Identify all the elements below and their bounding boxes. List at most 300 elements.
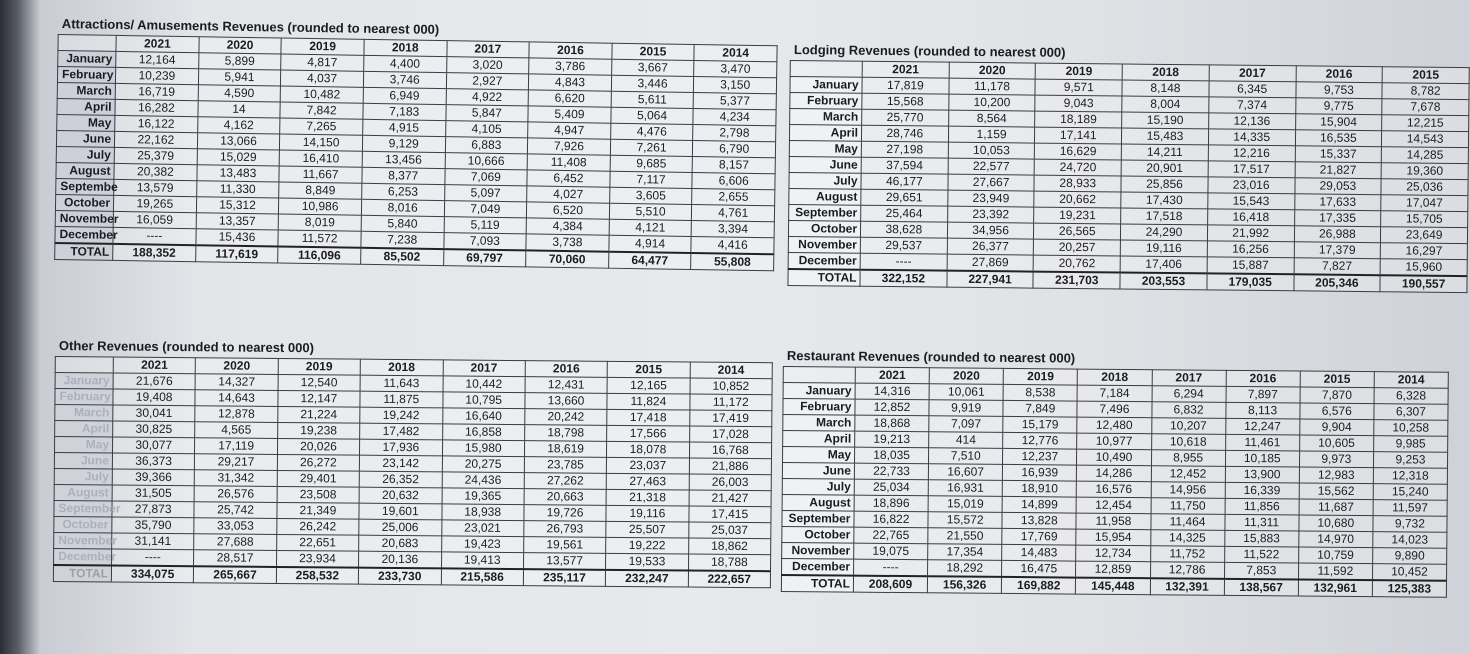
revenue-cell: 4,416	[691, 236, 774, 254]
revenue-cell: 26,565	[1034, 223, 1121, 240]
revenue-cell: 12,237	[1003, 448, 1077, 465]
revenue-cell: 16,939	[1003, 464, 1077, 481]
revenue-cell: 29,217	[195, 454, 278, 471]
revenue-cell: 8,157	[692, 156, 775, 173]
total-cell: 169,882	[1002, 577, 1076, 594]
year-header: 2019	[1003, 368, 1077, 385]
revenue-cell: 14,956	[1151, 482, 1225, 499]
revenue-cell: 15,980	[442, 440, 525, 457]
revenue-cell: 18,619	[524, 441, 607, 458]
year-header: 2020	[199, 37, 282, 54]
revenue-cell: 5,377	[694, 92, 777, 109]
revenue-cell: 19,238	[277, 422, 360, 439]
revenue-cell: 23,949	[947, 190, 1034, 207]
revenue-cell: 10,986	[279, 198, 362, 215]
revenue-cell: 8,782	[1382, 83, 1469, 100]
total-cell: 222,657	[688, 571, 771, 588]
revenue-cell: 13,066	[197, 133, 280, 150]
revenue-cell: 23,142	[359, 455, 442, 472]
month-label: May	[783, 447, 855, 464]
month-label: October	[55, 194, 113, 211]
revenue-cell: 27,262	[524, 473, 607, 490]
revenue-cell: 8,377	[362, 167, 445, 184]
month-label: December	[54, 548, 112, 565]
revenue-cell: 14,325	[1150, 530, 1224, 547]
revenue-cell: 3,605	[609, 187, 692, 204]
revenue-cell: 11,643	[360, 375, 443, 392]
revenue-cell: 14,316	[855, 383, 929, 400]
year-header: 2020	[196, 358, 279, 375]
total-cell: 232,247	[606, 570, 689, 587]
revenue-cell: 31,342	[195, 470, 278, 487]
revenue-cell: 15,960	[1380, 259, 1467, 276]
revenue-cell: 15,543	[1208, 193, 1295, 210]
revenue-cell: 17,517	[1208, 161, 1295, 178]
revenue-cell: 4,384	[526, 218, 609, 235]
month-label: March	[55, 405, 113, 422]
revenue-cell: 4,105	[445, 121, 528, 138]
revenue-cell: 23,649	[1381, 227, 1468, 244]
revenue-cell: 7,496	[1077, 401, 1151, 418]
revenue-cell: 10,795	[442, 392, 525, 409]
revenue-cell: 21,886	[689, 458, 772, 475]
revenue-cell: 36,373	[112, 453, 195, 470]
revenue-cell: 20,901	[1121, 160, 1208, 177]
revenue-cell: 10,618	[1151, 434, 1225, 451]
month-label: December	[55, 226, 113, 243]
revenue-cell: 15,568	[862, 93, 949, 110]
revenue-cell: 4,037	[281, 70, 364, 87]
revenue-cell: 25,006	[359, 519, 442, 536]
revenue-cell: 12,318	[1373, 468, 1447, 485]
year-header: 2014	[690, 362, 773, 379]
revenue-cell: 26,377	[947, 238, 1034, 255]
revenue-cell: 18,292	[928, 560, 1002, 577]
revenue-cell: 15,562	[1299, 483, 1373, 500]
month-label: March	[57, 82, 115, 99]
revenue-cell: 4,476	[610, 123, 693, 140]
month-label: November	[55, 210, 113, 227]
revenue-cell: 4,590	[198, 85, 281, 102]
revenue-cell: 25,742	[194, 502, 277, 519]
revenue-cell: 9,775	[1295, 98, 1382, 115]
revenue-cell: 3,446	[611, 75, 694, 92]
revenue-cell: 25,036	[1381, 179, 1468, 196]
revenue-cell: 6,345	[1209, 81, 1296, 98]
month-label: October	[54, 516, 112, 533]
total-cell: 138,567	[1224, 579, 1298, 596]
revenue-cell: 12,136	[1208, 113, 1295, 130]
revenue-cell: 15,179	[1003, 416, 1077, 433]
total-cell: 55,808	[691, 253, 774, 271]
revenue-cell: 31,141	[112, 533, 195, 550]
revenue-cell: 19,116	[1120, 240, 1207, 257]
revenue-cell: 17,415	[689, 506, 772, 523]
revenue-cell: 17,379	[1294, 242, 1381, 259]
revenue-cell: 15,436	[196, 229, 279, 247]
revenue-cell: 3,746	[363, 71, 446, 88]
revenue-cell: 25,507	[606, 521, 689, 538]
total-label: TOTAL	[55, 243, 113, 260]
year-header: 2021	[855, 367, 929, 384]
year-header: 2017	[1209, 65, 1296, 82]
revenue-cell: 23,392	[947, 206, 1034, 223]
revenue-cell: 20,275	[442, 456, 525, 473]
revenue-cell: 12,480	[1077, 417, 1151, 434]
revenue-cell: 11,667	[279, 166, 362, 183]
revenue-cell: 27,688	[194, 534, 277, 551]
revenue-cell: 16,822	[854, 511, 928, 528]
revenue-cell: 18,798	[524, 425, 607, 442]
revenue-cell: 5,941	[198, 69, 281, 86]
revenue-cell: 10,490	[1077, 449, 1151, 466]
revenue-cell: 28,746	[861, 125, 948, 142]
revenue-cell: 11,464	[1150, 514, 1224, 531]
revenue-cell: 13,577	[523, 553, 606, 570]
revenue-cell: 14,211	[1121, 144, 1208, 161]
revenue-cell: 12,216	[1208, 145, 1295, 162]
revenue-cell: 11,687	[1299, 499, 1373, 516]
revenue-cell: 6,949	[363, 87, 446, 104]
revenue-cell: 35,790	[112, 517, 195, 534]
restaurant-revenues-panel	[781, 348, 1449, 598]
revenue-cell: 23,016	[1208, 177, 1295, 194]
year-header: 2016	[525, 361, 608, 378]
revenue-cell: 16,629	[1035, 143, 1122, 160]
revenue-cell: 11,572	[278, 230, 361, 248]
year-header: 2017	[446, 41, 529, 58]
revenue-cell: 12,878	[195, 406, 278, 423]
revenue-cell: 19,242	[360, 407, 443, 424]
revenue-cell: 6,294	[1152, 386, 1226, 403]
revenue-cell: 9,685	[610, 155, 693, 172]
revenue-cell: 5,510	[609, 203, 692, 220]
revenue-cell: 16,282	[115, 99, 198, 116]
lodging-title: Lodging Revenues (rounded to nearest 000)	[793, 42, 1066, 60]
month-label: March	[783, 415, 855, 432]
revenue-cell: 20,026	[277, 438, 360, 455]
revenue-cell: 8,113	[1226, 402, 1300, 419]
revenue-cell: 15,904	[1295, 114, 1382, 131]
revenue-cell: 18,035	[854, 447, 928, 464]
total-cell: 188,352	[113, 244, 196, 262]
revenue-cell: 7,926	[528, 138, 611, 155]
revenue-cell: 15,312	[196, 197, 279, 214]
revenue-cell: 2,927	[446, 73, 529, 90]
year-header: 2016	[1226, 370, 1300, 387]
revenue-cell: 17,430	[1121, 192, 1208, 209]
month-label: April	[783, 431, 855, 448]
month-label: May	[57, 114, 115, 131]
lodging-table	[787, 60, 1469, 293]
revenue-cell: 10,605	[1299, 435, 1373, 452]
revenue-cell: 9,253	[1373, 452, 1447, 469]
year-header: 2021	[116, 35, 199, 52]
revenue-cell: 14,335	[1208, 129, 1295, 146]
revenue-cell: 19,601	[359, 503, 442, 520]
other-title: Other Revenues (rounded to nearest 000)	[58, 338, 315, 356]
revenue-cell: 14,327	[195, 374, 278, 391]
revenue-cell: 30,041	[113, 405, 196, 422]
revenue-cell: 16,418	[1207, 209, 1294, 226]
revenue-cell: 10,185	[1225, 450, 1299, 467]
revenue-cell: 10,053	[948, 142, 1035, 159]
revenue-cell: 33,053	[194, 518, 277, 535]
revenue-cell: 3,394	[691, 220, 774, 237]
month-label: June	[782, 463, 854, 480]
revenue-cell: 17,482	[360, 423, 443, 440]
revenue-cell: 19,413	[441, 552, 524, 569]
attractions-title: Attractions/ Amusements Revenues (rounded to nearest 000)	[61, 16, 440, 37]
revenue-cell: 12,786	[1150, 562, 1224, 579]
month-label: November	[54, 532, 112, 549]
total-cell: 116,096	[278, 246, 361, 264]
revenue-cell: 17,354	[928, 544, 1002, 561]
revenue-cell: 2,798	[693, 124, 776, 141]
revenue-cell: 19,075	[854, 543, 928, 560]
month-label: November	[788, 236, 860, 253]
revenue-cell: 12,983	[1299, 467, 1373, 484]
revenue-cell: 26,272	[277, 454, 360, 471]
revenue-cell: 2,655	[692, 188, 775, 205]
revenue-cell: 10,452	[1372, 564, 1446, 581]
revenue-cell: 3,150	[694, 76, 777, 93]
total-cell: 145,448	[1076, 578, 1150, 595]
revenue-cell: 13,483	[197, 165, 280, 182]
revenue-cell: 9,732	[1373, 516, 1447, 533]
revenue-cell: 23,037	[607, 457, 690, 474]
revenue-cell: 19,408	[113, 389, 196, 406]
revenue-cell: 15,483	[1122, 128, 1209, 145]
revenue-cell: 16,410	[279, 150, 362, 167]
revenue-cell: 4,121	[609, 219, 692, 236]
revenue-cell: 14,285	[1381, 147, 1468, 164]
month-label: January	[790, 77, 862, 94]
revenue-cell: 30,825	[113, 421, 196, 438]
month-label: December	[788, 252, 860, 269]
revenue-cell: 30,077	[112, 437, 195, 454]
revenue-cell: 24,720	[1035, 159, 1122, 176]
year-header: 2019	[278, 358, 361, 375]
revenue-cell: 7,093	[443, 233, 526, 251]
revenue-cell: 10,061	[929, 384, 1003, 401]
revenue-cell: 414	[929, 432, 1003, 449]
revenue-cell: 12,164	[116, 51, 199, 68]
revenue-cell: 4,914	[609, 235, 692, 253]
year-header: 2016	[1296, 66, 1383, 83]
revenue-cell: 29,651	[861, 189, 948, 206]
revenue-cell: 12,454	[1076, 497, 1150, 514]
revenue-cell: 6,832	[1151, 402, 1225, 419]
revenue-cell: 7,849	[1003, 400, 1077, 417]
restaurant-table	[781, 366, 1449, 598]
revenue-cell: 4,843	[529, 74, 612, 91]
revenue-cell: 14,023	[1373, 532, 1447, 549]
revenue-cell: 21,992	[1207, 225, 1294, 242]
revenue-cell: 27,869	[947, 254, 1034, 271]
revenue-cell: 20,242	[525, 409, 608, 426]
year-header: 2018	[1078, 369, 1152, 386]
total-cell: 231,703	[1033, 272, 1120, 289]
revenue-cell: 19,423	[441, 536, 524, 553]
revenue-cell: 24,290	[1121, 224, 1208, 241]
revenue-cell: 20,136	[359, 551, 442, 568]
revenue-cell: 19,222	[606, 537, 689, 554]
revenue-cell: 6,790	[693, 140, 776, 157]
revenue-cell: 21,427	[689, 490, 772, 507]
month-label: December	[782, 558, 854, 575]
revenue-cell: 27,463	[606, 473, 689, 490]
revenue-cell: 27,198	[861, 141, 948, 158]
total-cell: 203,553	[1120, 272, 1207, 289]
revenue-cell: 37,594	[861, 157, 948, 174]
revenue-cell: 27,873	[112, 501, 195, 518]
attractions-revenues-panel	[54, 16, 778, 271]
year-header: 2017	[1152, 370, 1226, 387]
total-cell: 179,035	[1207, 273, 1294, 290]
year-header: 2015	[612, 43, 695, 60]
revenue-cell: 22,651	[276, 534, 359, 551]
revenue-cell: 9,904	[1300, 419, 1374, 436]
revenue-cell: 14,970	[1299, 531, 1373, 548]
revenue-cell: 9,753	[1295, 82, 1382, 99]
month-label: June	[54, 453, 112, 470]
revenue-cell: ----	[860, 253, 947, 270]
revenue-cell: 21,318	[606, 489, 689, 506]
total-cell: 156,326	[927, 576, 1001, 593]
revenue-cell: 8,849	[279, 182, 362, 199]
revenue-cell: 4,915	[363, 119, 446, 136]
revenue-cell: 8,016	[361, 199, 444, 216]
revenue-cell: 19,533	[606, 553, 689, 570]
revenue-cell: 17,518	[1121, 208, 1208, 225]
revenue-cell: 11,597	[1373, 500, 1447, 517]
revenue-cell: 20,683	[359, 535, 442, 552]
month-label: November	[782, 542, 854, 559]
month-label: August	[54, 484, 112, 501]
revenue-cell: 7,510	[929, 448, 1003, 465]
revenue-cell: 26,352	[359, 471, 442, 488]
revenue-cell: 6,307	[1374, 404, 1448, 421]
revenue-cell: 8,148	[1122, 80, 1209, 97]
revenue-cell: 12,247	[1225, 418, 1299, 435]
revenue-cell: 23,021	[441, 520, 524, 537]
revenue-cell: 18,910	[1002, 480, 1076, 497]
revenue-cell: 4,947	[528, 122, 611, 139]
revenue-cell: 8,019	[278, 214, 361, 231]
revenue-cell: 3,786	[529, 58, 612, 75]
revenue-cell: 20,382	[114, 163, 197, 180]
revenue-cell: 16,122	[115, 115, 198, 132]
revenue-cell: 29,537	[860, 237, 947, 254]
revenue-cell: 11,824	[607, 393, 690, 410]
month-label: February	[57, 67, 115, 84]
revenue-cell: 19,726	[524, 505, 607, 522]
revenue-cell: 25,379	[114, 147, 197, 164]
revenue-cell: 16,297	[1380, 243, 1467, 260]
revenue-cell: 9,890	[1373, 548, 1447, 565]
revenue-cell: 19,116	[606, 505, 689, 522]
revenue-cell: 14,643	[195, 390, 278, 407]
revenue-cell: 15,954	[1076, 529, 1150, 546]
revenue-cell: 16,339	[1225, 482, 1299, 499]
revenue-cell: 26,242	[277, 518, 360, 535]
revenue-cell: 14,899	[1002, 496, 1076, 513]
revenue-cell: 26,576	[194, 486, 277, 503]
revenue-cell: 6,253	[362, 183, 445, 200]
revenue-cell: 7,842	[280, 102, 363, 119]
revenue-cell: 15,887	[1207, 257, 1294, 274]
lodging-revenues-panel	[787, 42, 1470, 293]
revenue-cell: 12,859	[1076, 561, 1150, 578]
revenue-cell: 20,662	[1034, 191, 1121, 208]
revenue-cell: 16,576	[1077, 481, 1151, 498]
revenue-cell: 14,286	[1077, 465, 1151, 482]
total-cell: 117,619	[195, 245, 278, 263]
revenue-cell: 19,360	[1381, 163, 1468, 180]
revenue-cell: 6,883	[445, 137, 528, 154]
revenue-cell: 11,875	[360, 391, 443, 408]
revenue-cell: 10,977	[1077, 433, 1151, 450]
revenue-cell: 7,870	[1300, 387, 1374, 404]
year-header: 2018	[364, 39, 447, 56]
other-revenues-panel	[53, 338, 773, 588]
month-label: May	[55, 437, 113, 454]
year-header: 2015	[1300, 371, 1374, 388]
revenue-cell: 11,592	[1298, 563, 1372, 580]
total-label: TOTAL	[781, 575, 853, 592]
total-cell: 132,961	[1298, 580, 1372, 597]
revenue-cell: 13,579	[114, 179, 197, 196]
revenue-cell: 7,853	[1224, 562, 1298, 579]
revenue-cell: 18,862	[688, 538, 771, 555]
revenue-cell: 16,768	[689, 442, 772, 459]
total-cell: 85,502	[361, 248, 444, 266]
revenue-cell: 16,256	[1207, 241, 1294, 258]
revenue-cell: 10,258	[1374, 420, 1448, 437]
revenue-cell: 4,565	[195, 422, 278, 439]
revenue-cell: 4,234	[693, 108, 776, 125]
revenue-cell: 16,931	[928, 480, 1002, 497]
revenue-cell: 12,431	[525, 377, 608, 394]
month-label: September	[54, 500, 112, 517]
month-label: April	[55, 421, 113, 438]
revenue-cell: 8,538	[1003, 384, 1077, 401]
revenue-cell: 25,770	[862, 109, 949, 126]
revenue-cell: 15,190	[1122, 112, 1209, 129]
revenue-cell: 4,761	[692, 204, 775, 221]
month-label: Septembe	[56, 178, 114, 195]
revenue-cell: 25,034	[854, 479, 928, 496]
revenue-cell: 14,483	[1002, 544, 1076, 561]
year-header: 2018	[360, 359, 443, 376]
revenue-cell: 6,328	[1374, 388, 1448, 405]
revenue-cell: 15,883	[1224, 530, 1298, 547]
revenue-cell: 16,719	[115, 83, 198, 100]
revenue-cell: 17,419	[689, 410, 772, 427]
revenue-cell: 12,776	[1003, 432, 1077, 449]
year-header: 2017	[443, 360, 526, 377]
revenue-cell: 24,436	[442, 472, 525, 489]
revenue-cell: 4,400	[364, 55, 447, 72]
revenue-cell: 17,418	[607, 409, 690, 426]
revenue-cell: 7,049	[444, 201, 527, 218]
total-cell: 215,586	[441, 568, 524, 585]
revenue-cell: 15,572	[928, 512, 1002, 529]
revenue-cell: 22,765	[854, 527, 928, 544]
revenue-cell: 19,265	[113, 195, 196, 212]
revenue-cell: 18,868	[855, 415, 929, 432]
